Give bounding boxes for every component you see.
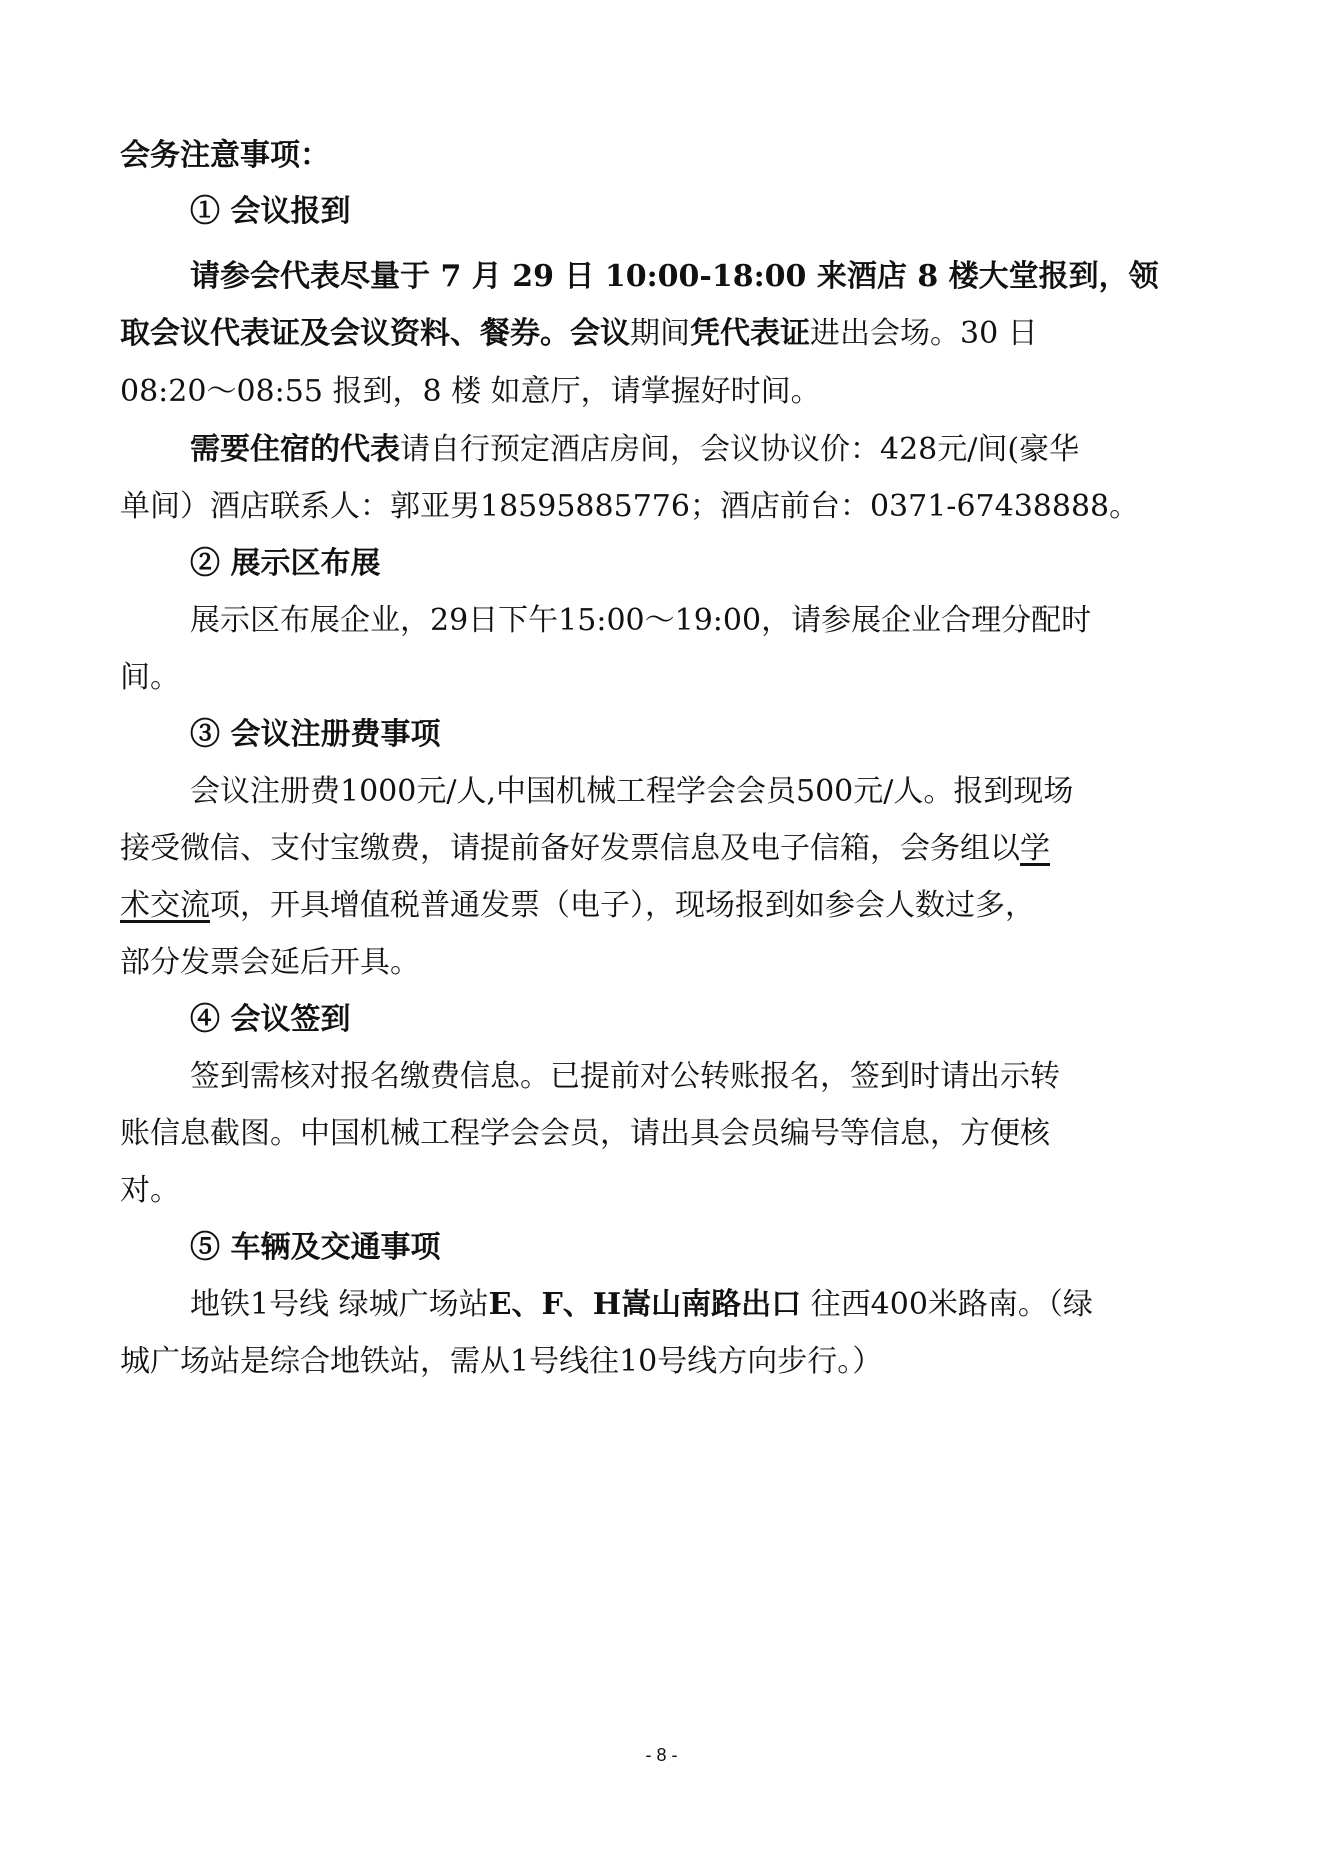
accommodation-text-line-2: 单间）酒店联系人：郭亚男18595885776；酒店前台：0371-67438888。	[120, 489, 1140, 524]
fee-underlined-text: 学	[1020, 831, 1050, 866]
fee-text-part-2: 项，开具增值税普通发票（电子），现场报到如参会人数过多，	[210, 888, 1035, 923]
registration-bold-text: 取会议代表证及会议资料、餐券。会议	[120, 316, 630, 351]
section-heading-fee: ③ 会议注册费事项	[190, 717, 441, 752]
fee-text-part: 接受微信、支付宝缴费，请提前备好发票信息及电子信箱，会务组以	[120, 831, 1020, 866]
fee-underlined-text-2: 术交流	[120, 888, 210, 923]
accommodation-bold-text: 需要住宿的代表	[190, 432, 400, 467]
registration-regular-text: 期间	[630, 316, 690, 351]
fee-text-line-4: 部分发票会延后开具。	[120, 945, 420, 980]
transport-text-line-2: 城广场站是综合地铁站，需从1号线往10号线方向步行。）	[120, 1344, 883, 1379]
checkin-text-line-3: 对。	[120, 1173, 180, 1208]
section-heading-registration: ① 会议报到	[190, 194, 351, 229]
page-number: - 8 -	[645, 1745, 678, 1765]
checkin-text-line-1: 签到需核对报名缴费信息。已提前对公转账报名，签到时请出示转	[190, 1059, 1060, 1094]
checkin-text-line-2: 账信息截图。中国机械工程学会会员，请出具会员编号等信息，方便核	[120, 1116, 1050, 1151]
accommodation-regular-text: 请自行预定酒店房间，会议协议价：428元/间(豪华	[400, 432, 1080, 467]
section-heading-exhibition: ② 展示区布展	[190, 546, 381, 581]
section-heading-checkin: ④ 会议签到	[190, 1002, 351, 1037]
registration-text-line-1: 请参会代表尽量于 7 月 29 日 10:00-18:00 来酒店 8 楼大堂报到，领	[190, 259, 1159, 294]
registration-text-line-3: 08:20～08:55 报到，8 楼 如意厅，请掌握好时间。	[120, 374, 821, 409]
notice-title: 会务注意事项：	[120, 138, 330, 173]
fee-text-line-1: 会议注册费1000元/人,中国机械工程学会会员500元/人。报到现场	[190, 774, 1074, 809]
transport-bold-text: E、F、H嵩山南路出口	[488, 1287, 802, 1322]
section-heading-transport: ⑤ 车辆及交通事项	[190, 1230, 441, 1265]
registration-text-line-2	[120, 314, 1038, 354]
exhibition-text-line-2: 间。	[120, 660, 180, 695]
fee-text-line-3	[120, 886, 1035, 926]
registration-bold-text-2: 凭代表证	[690, 316, 810, 351]
transport-text-line-1	[190, 1285, 1093, 1325]
fee-text-line-2	[120, 829, 1050, 869]
transport-text-part-2: 往西400米路南。（绿	[801, 1287, 1093, 1322]
exhibition-text-line-1: 展示区布展企业，29日下午15:00～19:00，请参展企业合理分配时	[190, 603, 1092, 638]
registration-regular-text-2: 进出会场。30 日	[810, 316, 1038, 351]
accommodation-text-line-1	[190, 430, 1079, 470]
transport-text-part: 地铁1号线 绿城广场站	[190, 1287, 489, 1322]
